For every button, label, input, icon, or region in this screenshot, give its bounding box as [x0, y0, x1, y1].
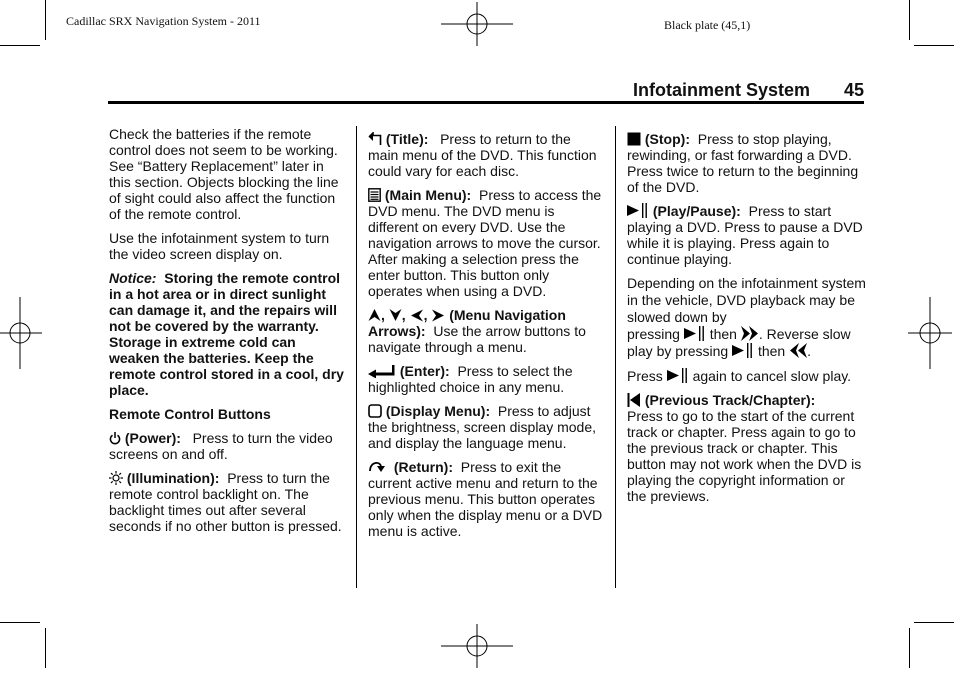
previous-track-text: Press to go to the start of the current track or chapter. Press again to go to the previous track or chapter. This button may not work when the DVD is playing the copyright information or the previews.: [627, 408, 862, 504]
registration-mark-icon: [894, 297, 954, 369]
power-icon: [109, 431, 121, 445]
play-pause-icon: [627, 203, 649, 218]
cancel-slow-entry: [627, 368, 867, 384]
display-menu-icon: [368, 404, 382, 418]
crop-mark: [914, 45, 954, 46]
title-return-icon: [368, 132, 382, 146]
slow-play-text: . Reverse slow: [758, 326, 851, 342]
down-arrow-icon: [389, 308, 402, 322]
crop-mark: [914, 622, 954, 623]
return-label: (Return):: [393, 459, 453, 475]
main-menu-entry: [368, 187, 604, 299]
illumination-label: (Illumination):: [126, 470, 220, 486]
registration-mark-icon: [0, 297, 56, 369]
previous-track-entry: [627, 392, 867, 504]
play-pause-entry: [627, 203, 867, 267]
enter-text: Press to select the highlighted choice in any menu.: [368, 363, 573, 395]
return-text: Press to exit the current active menu and return to the previous menu. This button operates only when the display menu or a DVD menu is active.: [368, 459, 603, 539]
column-divider: [615, 126, 616, 588]
power-text: Press to turn the video screens on and off.: [109, 430, 333, 462]
fast-forward-icon: [741, 326, 759, 341]
notice-label: Notice:: [109, 270, 157, 286]
play-pause-icon: [732, 343, 754, 358]
play-pause-icon: [684, 326, 706, 341]
enter-entry: [368, 363, 604, 395]
display-menu-label: (Display Menu):: [385, 403, 491, 419]
illumination-text: Press to turn the remote control backlight on. The backlight times out after several seconds if no other button is pressed.: [109, 470, 342, 534]
rewind-icon: [789, 343, 807, 358]
column-3: [627, 131, 867, 512]
left-arrow-icon: [410, 309, 424, 322]
illumination-entry: [109, 470, 349, 534]
document-header-left: Cadillac SRX Navigation System - 2011: [66, 14, 261, 28]
main-menu-text: Press to access the DVD menu. The DVD menu is different on every DVD. Use the navigation arrows to move the cursor. After making a selection press the enter button. This button only operates when using a DVD.: [368, 187, 602, 299]
slow-play-text: .: [807, 343, 811, 359]
enter-label: (Enter):: [399, 363, 450, 379]
crop-mark: [45, 628, 46, 668]
slow-play-entry: [627, 275, 867, 360]
plate-label: Black plate (45,1): [664, 18, 751, 32]
slow-play-text: pressing: [627, 326, 680, 342]
return-icon: [368, 459, 390, 474]
paragraph: Check the batteries if the remote control does not seem to be working. See “Battery Replacement” later in this section. Objects blocking the line of sight could also affect the function of the remote control.: [109, 126, 339, 222]
slow-play-text: then: [757, 343, 786, 359]
page-title-bar: [108, 80, 864, 102]
illumination-icon: [109, 471, 123, 485]
section-heading: Remote Control Buttons: [109, 406, 271, 422]
cancel-slow-text: again to cancel slow play.: [692, 368, 852, 384]
crop-mark: [45, 0, 46, 40]
stop-entry: [627, 131, 867, 195]
nav-arrows-entry: , , , (Menu Navigation Arrows): Use the arrow buttons to navigate through a menu.: [368, 307, 586, 355]
column-1: [109, 126, 349, 542]
play-pause-icon: [667, 368, 689, 383]
up-arrow-icon: [368, 308, 381, 322]
slow-play-text: play by pressing: [627, 343, 729, 359]
nav-arrows-label: (Menu Navigation Arrows):: [368, 307, 566, 339]
title-label: (Title):: [385, 131, 429, 147]
notice-text: Storing the remote control in a hot area or in direct sunlight can damage it, and the repairs will not be covered by the warranty. Storage in extreme cold can weaken the batteries. Keep the remote control stored in a cool, dry place.: [109, 270, 344, 398]
previous-track-label: (Previous Track/Chapter):: [644, 392, 816, 408]
main-menu-label: (Main Menu):: [384, 187, 472, 203]
stop-icon: [627, 132, 641, 146]
right-arrow-icon: [431, 309, 445, 322]
registration-mark-icon: [441, 610, 513, 682]
power-entry: [109, 430, 349, 462]
crop-mark: [0, 45, 40, 46]
power-label: (Power):: [124, 430, 181, 446]
section-title: Infotainment System: [632, 80, 810, 100]
stop-label: (Stop):: [644, 131, 690, 147]
crop-mark: [0, 622, 40, 623]
cancel-slow-text: Press: [627, 368, 663, 384]
display-menu-text: Press to adjust the brightness, screen display mode, and display the language menu.: [368, 403, 597, 451]
previous-track-icon: [627, 393, 641, 407]
registration-mark-icon: [441, 0, 513, 60]
page-number: 45: [843, 80, 864, 100]
paragraph: Use the infotainment system to turn the video screen display on.: [109, 230, 330, 262]
notice: [109, 270, 349, 398]
crop-mark: [909, 628, 910, 668]
crop-mark: [909, 0, 910, 40]
main-menu-icon: [368, 188, 381, 202]
return-entry: [368, 459, 604, 539]
title-text: Press to return to the main menu of the DVD. This function could vary for each disc.: [368, 131, 597, 179]
enter-icon: [368, 364, 396, 378]
column-2: [368, 131, 604, 547]
play-pause-label: (Play/Pause):: [652, 203, 741, 219]
slow-play-text: then: [709, 326, 737, 342]
header-rule: [108, 101, 864, 104]
nav-arrows-text: Use the arrow buttons to navigate through a menu.: [368, 323, 586, 355]
column-divider: [356, 126, 357, 588]
slow-play-text: Depending on the infotainment system in the vehicle, DVD playback may be slowed down by: [627, 275, 866, 325]
display-menu-entry: [368, 403, 604, 451]
title-entry: [368, 131, 604, 179]
stop-text: Press to stop playing, rewinding, or fast forwarding a DVD. Press twice to return to the beginning of the DVD.: [627, 131, 859, 195]
play-pause-text: Press to start playing a DVD. Press to pause a DVD while it is playing. Press again to continue playing.: [627, 203, 863, 267]
